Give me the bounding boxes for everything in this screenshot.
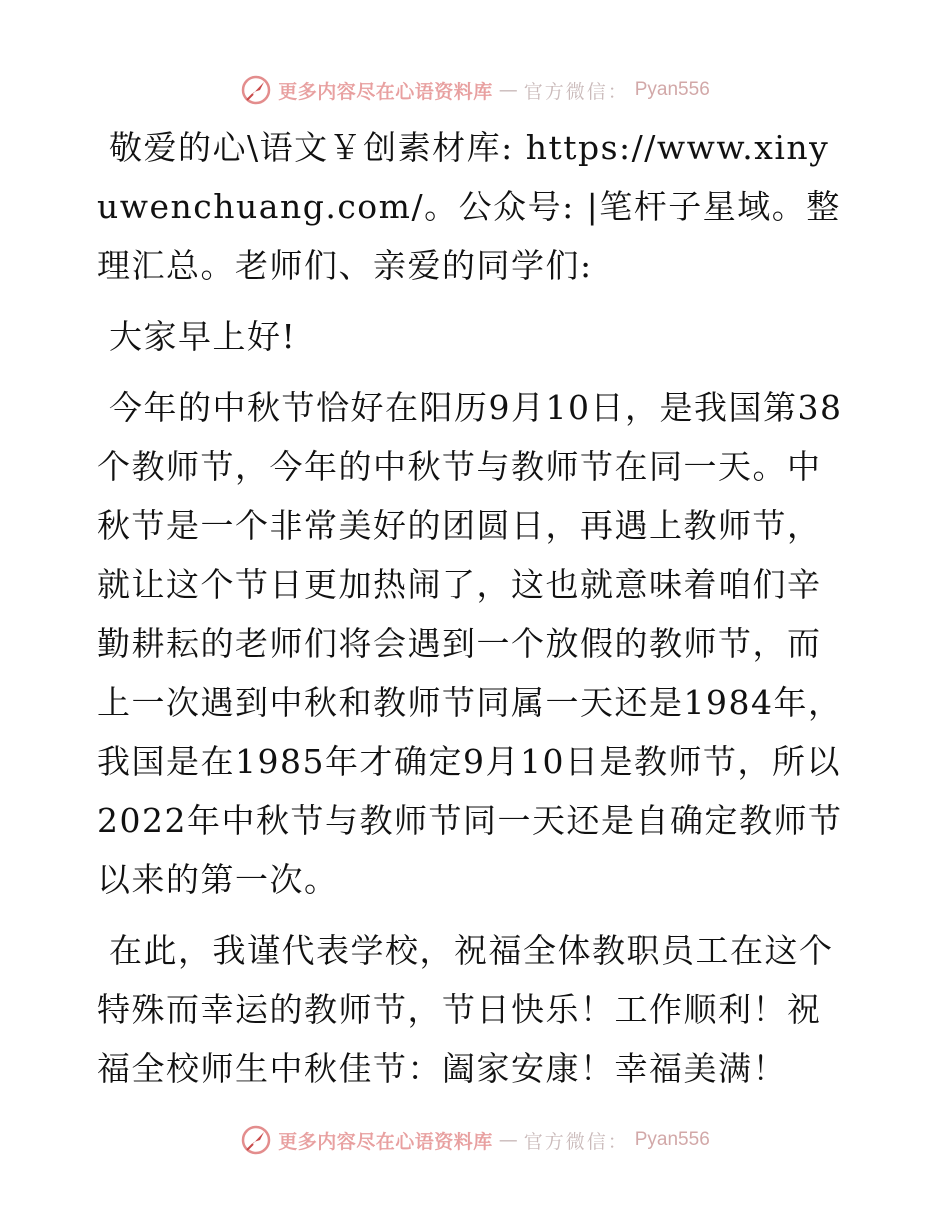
paragraph-mid-autumn-teachers-day: 今年的中秋节恰好在阳历9月10日，是我国第38个教师节，今年的中秋节与教师节在同一天。中秋节是一个非常美好的团圆日，再遇上教师节，就让这个节日更加热闹了，这也就意味着咱们辛勤耕耘的老师们将会遇到一个放假的教师节，而上一次遇到中秋和教师节同属一天还是1984年，我国是在1985年才确定9月10日是教师节，所以2022年中秋节与教师节同一天还是自确定教师节以来的第一次。 [97, 388, 843, 899]
paragraph-blessing: 在此，我谨代表学校，祝福全体教职员工在这个特殊而幸运的教师节，节日快乐！工作顺利！祝福全校师生中秋佳节：阖家安康！幸福美满！ [97, 931, 834, 1088]
feather-logo-icon [240, 74, 272, 106]
watermark-separator: — [498, 1129, 518, 1151]
document-body [97, 118, 852, 1110]
paragraph-good-morning: 大家早上好! [109, 317, 297, 356]
watermark-main-text: 更多内容尽在心语资料库 [278, 1130, 493, 1153]
watermark-wechat-id: Pyan556 [634, 79, 710, 100]
header-watermark [0, 72, 950, 108]
feather-logo-icon [240, 1124, 272, 1156]
footer-watermark [0, 1122, 950, 1158]
paragraph-greeting-source: 敬爱的心\语文￥创素材库: https://www.xinyuwenchuang.com/。公众号: |笔杆子星域。整理汇总。老师们、亲爱的同学们: [97, 128, 841, 285]
watermark-official-label: 官方微信： [523, 80, 629, 103]
watermark-official-label: 官方微信： [523, 1130, 629, 1153]
watermark-separator: — [498, 79, 518, 101]
watermark-wechat-id: Pyan556 [634, 1129, 710, 1150]
watermark-main-text: 更多内容尽在心语资料库 [278, 80, 493, 103]
